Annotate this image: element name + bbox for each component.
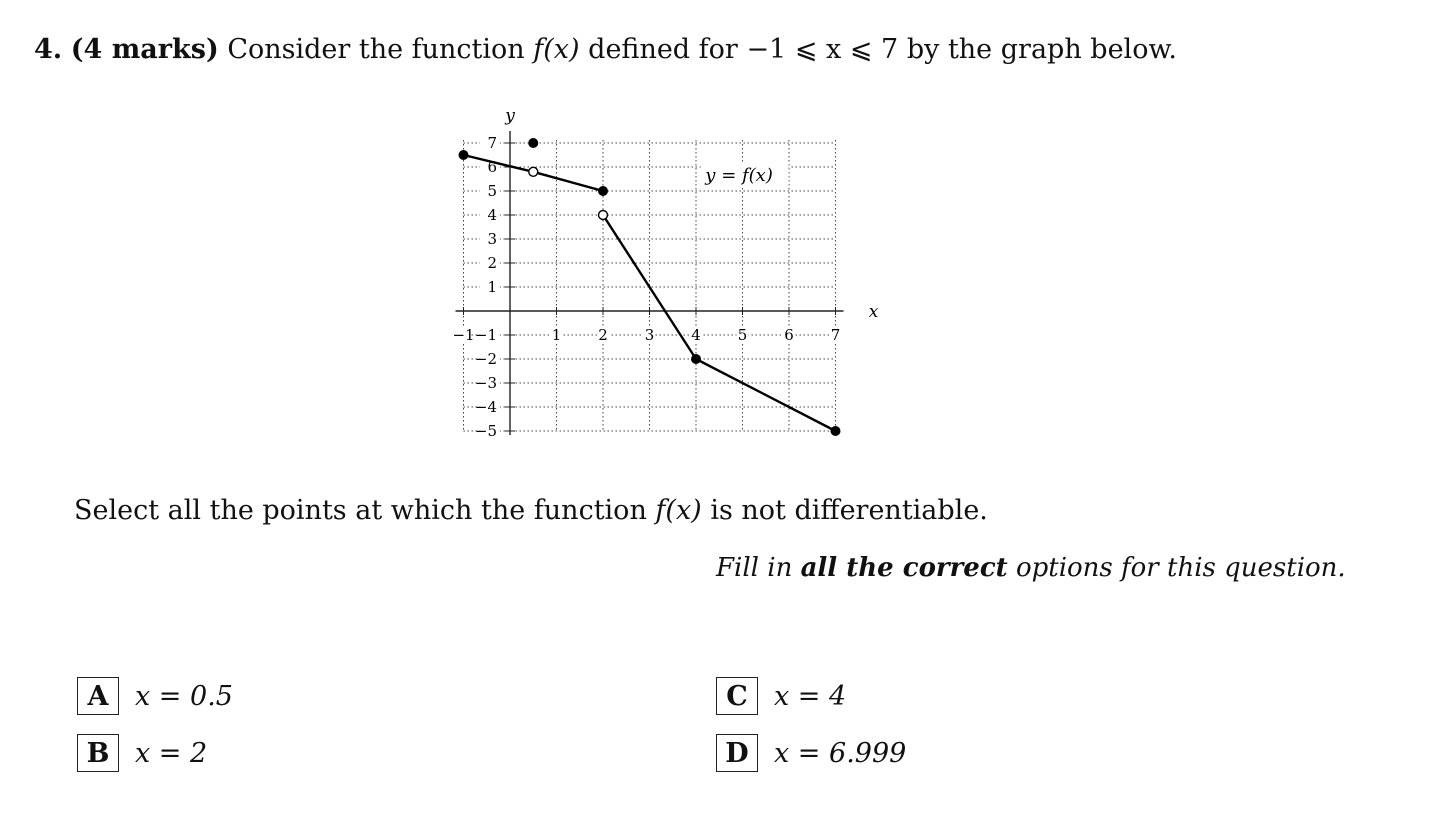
question-text-pre: Consider the function (227, 34, 525, 65)
option-a-box[interactable]: A (77, 677, 119, 715)
option-d[interactable] (716, 734, 906, 772)
y-tick-label: 2 (487, 254, 497, 272)
y-tick-label: 1 (487, 278, 497, 296)
filled-point (691, 354, 701, 364)
fill-note-bold: all the correct (800, 553, 1008, 583)
option-b-box[interactable]: B (77, 734, 119, 772)
graph-segment-2 (603, 215, 836, 431)
x-tick-label: 7 (830, 326, 841, 344)
y-tick-label: −1 (474, 326, 497, 344)
y-tick-label: 7 (487, 134, 497, 152)
function-graph (440, 100, 900, 450)
filled-point (459, 150, 469, 160)
open-point (599, 211, 608, 220)
x-tick-label: 3 (644, 326, 655, 344)
instruction-function: f(x) (655, 495, 702, 526)
x-tick-label: 4 (691, 326, 701, 344)
y-axis-label: y (505, 106, 515, 126)
option-a[interactable] (77, 677, 233, 715)
question-domain: −1 ⩽ x ⩽ 7 (746, 34, 899, 65)
x-tick-label: 6 (784, 326, 794, 344)
question-function: f(x) (533, 34, 580, 65)
fill-note-post: options for this question. (1015, 553, 1346, 583)
x-tick-label: −1 (452, 326, 475, 344)
y-tick-label: 4 (487, 206, 497, 224)
option-c[interactable] (716, 677, 846, 715)
option-b-value: x = 2 (135, 737, 208, 769)
y-tick-label: −4 (474, 398, 497, 416)
option-b[interactable] (77, 734, 207, 772)
y-tick-label: −3 (474, 374, 497, 392)
x-axis-label: x (868, 302, 879, 322)
filled-point (528, 138, 538, 148)
question-header (34, 34, 1177, 65)
option-d-box[interactable]: D (716, 734, 758, 772)
option-c-value: x = 4 (774, 680, 847, 712)
open-point (529, 167, 538, 176)
y-tick-label: 3 (487, 230, 497, 248)
option-a-value: x = 0.5 (135, 680, 233, 712)
y-tick-label: −5 (474, 422, 497, 440)
x-tick-label: 1 (551, 326, 562, 344)
filled-point (598, 186, 608, 196)
question-text-post: by the graph below. (906, 34, 1177, 65)
filled-point (831, 426, 841, 436)
x-tick-label: 2 (598, 326, 608, 344)
y-tick-label: −2 (474, 350, 497, 368)
y-tick-label: 6 (487, 158, 497, 176)
x-tick-label: 5 (737, 326, 748, 344)
option-d-value: x = 6.999 (774, 737, 907, 769)
option-c-box[interactable]: C (716, 677, 758, 715)
instruction-pre: Select all the points at which the function (74, 495, 647, 526)
curve-label: y = f(x) (705, 165, 773, 186)
instruction-post: is not differentiable. (710, 495, 988, 526)
question-marks: (4 marks) (70, 34, 219, 65)
y-tick-label: 5 (487, 182, 497, 200)
fill-note (716, 553, 1346, 583)
question-text-mid: defined for (588, 34, 738, 65)
fill-note-pre: Fill in (716, 553, 793, 583)
question-number: 4. (34, 34, 63, 65)
instruction-text (74, 495, 988, 526)
